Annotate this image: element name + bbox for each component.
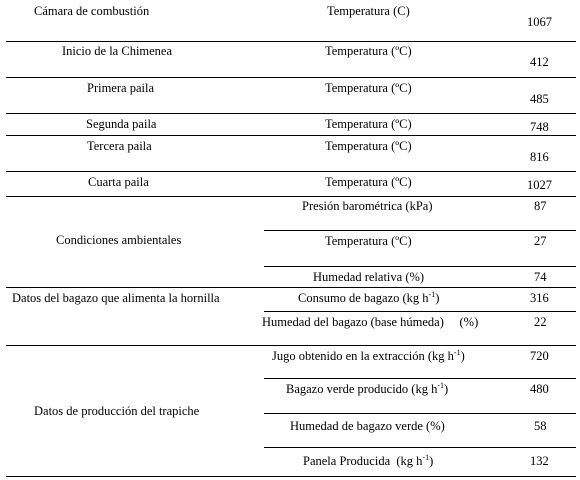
bagazo-param-text: Consumo de bagazo (kg h [298,291,429,305]
row-param: Temperatura (ºC) [325,81,412,95]
ambient-param: Presión barométrica (kPa) [302,199,433,213]
ambient-param: Humedad relativa (%) [313,270,425,284]
produccion-value: 720 [530,349,549,363]
group-label-ambient: Condiciones ambientales [56,233,182,247]
group-label-produccion: Datos de producción del trapiche [34,404,200,418]
produccion-value: 480 [530,382,549,396]
group-label-bagazo: Datos del bagazo que alimenta la hornilla [12,291,220,305]
row-value: 1067 [527,15,552,29]
ambient-value: 27 [534,234,547,248]
produccion-param-text: Bagazo verde producido (kg h [286,382,438,396]
row-value: 412 [530,55,549,69]
row-rule [6,41,576,42]
row-label: Cuarta paila [88,175,149,189]
bagazo-value: 316 [530,291,549,305]
produccion-param-tail: ) [460,349,465,363]
produccion-param: Humedad de bagazo verde (%) [290,419,445,433]
row-rule [6,345,576,346]
row-param: Temperatura (C) [327,4,410,18]
row-rule [6,135,576,136]
row-rule [6,113,576,114]
unit-superscript: -1 [428,290,436,299]
produccion-value: 132 [530,454,549,468]
row-label: Segunda paila [86,117,157,131]
sub-rule [264,230,576,231]
row-value: 485 [530,92,549,106]
sub-rule [264,447,576,448]
produccion-param [272,349,465,363]
sub-rule [264,378,576,379]
bagazo-param [298,291,439,305]
unit-superscript: -1 [437,381,445,390]
row-label: Inicio de la Chimenea [62,44,173,58]
bagazo-param: Humedad del bagazo (base húmeda) (%) [262,315,479,329]
row-rule [6,171,576,172]
unit-superscript: -1 [422,453,430,462]
row-label: Tercera paila [87,139,152,153]
ambient-param: Temperatura (ºC) [325,234,412,248]
row-param: Temperatura (ºC) [325,117,412,131]
produccion-param-tail: ) [429,454,434,468]
bagazo-value: 22 [534,315,547,329]
table-bottom-rule [6,476,576,477]
sub-rule [264,311,576,312]
produccion-param [286,382,448,396]
row-label: Primera paila [87,81,154,95]
produccion-param-text: Jugo obtenido en la extracción (kg h [272,349,454,363]
unit-superscript: -1 [453,348,461,357]
row-value: 748 [530,120,549,134]
produccion-param [303,454,433,468]
row-param: Temperatura (ºC) [325,44,412,58]
ambient-value: 87 [534,199,547,213]
row-rule [6,77,576,78]
row-param: Temperatura (ºC) [325,175,412,189]
sub-rule [264,266,576,267]
row-label: Cámara de combustión [34,4,150,18]
row-rule [6,287,576,288]
row-rule [6,196,576,197]
sub-rule [264,413,576,414]
row-value: 1027 [527,178,552,192]
produccion-param-text: Panela Producida (kg h [303,454,423,468]
produccion-value: 58 [534,419,547,433]
row-value: 816 [530,150,549,164]
bagazo-param-tail: ) [435,291,440,305]
produccion-param-tail: ) [444,382,449,396]
row-param: Temperatura (ºC) [325,139,412,153]
ambient-value: 74 [534,270,547,284]
